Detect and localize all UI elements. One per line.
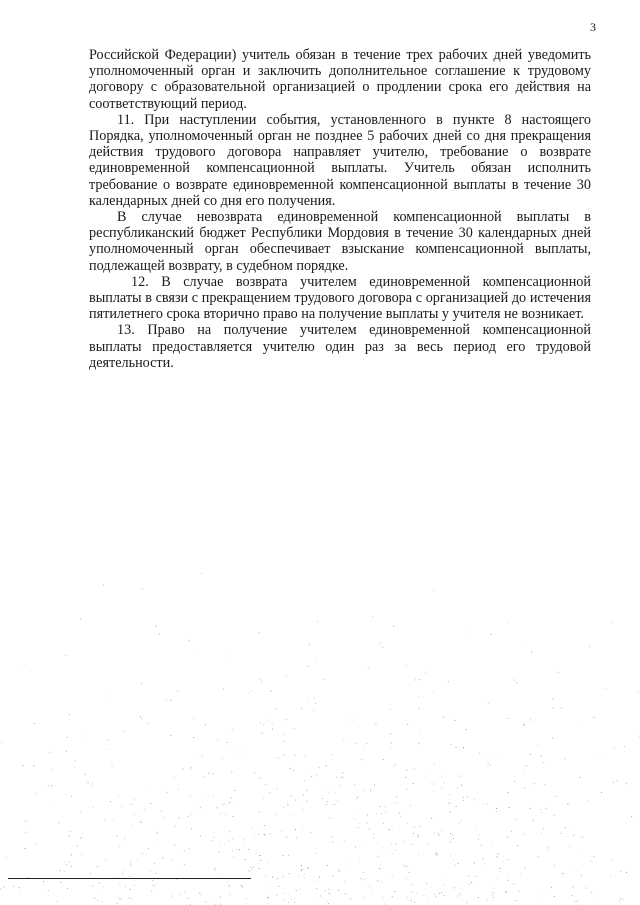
- footer-rule: [8, 878, 251, 879]
- paragraph-13: 13. Право на получение учителем единовременной компенсационной выплаты предоставляется учителю один раз за весь период его трудовой деятельности.: [89, 322, 591, 371]
- scan-speckle-noise: [0, 560, 640, 905]
- paragraph-nonreturn: В случае невозврата единовременной компенсационной выплаты в республиканский бюджет Республики Мордовия в течение 30 календарных дней уполномоченный орган обеспечивает взыскание компенсационной выплаты, подлежащей возврату, в судебном порядке.: [89, 209, 591, 274]
- paragraph-continuation: Российской Федерации) учитель обязан в течение трех рабочих дней уведомить уполномоченный орган и заключить дополнительное соглашение к трудовому договору с образовательной организацией о продлении срока его действия на соответствующий период.: [89, 47, 591, 112]
- paragraph-11: 11. При наступлении события, установленного в пункте 8 настоящего Порядка, уполномоченный орган не позднее 5 рабочих дней со дня прекращения действия трудового договора направляет учителю, требование о возврате единовременной компенсационной выплаты. Учитель обязан исполнить требование о возврате единовременной компенсационной выплаты в течение 30 календарных дней со дня его получения.: [89, 111, 591, 209]
- page-number: 3: [590, 20, 596, 34]
- document-body: [89, 47, 591, 371]
- paragraph-12: 12. В случае возврата учителем единовременной компенсационной выплаты в связи с прекращением трудового договора с организацией до истечения пятилетнего срока вторично право на получение выплаты у учителя не возникает.: [89, 273, 591, 323]
